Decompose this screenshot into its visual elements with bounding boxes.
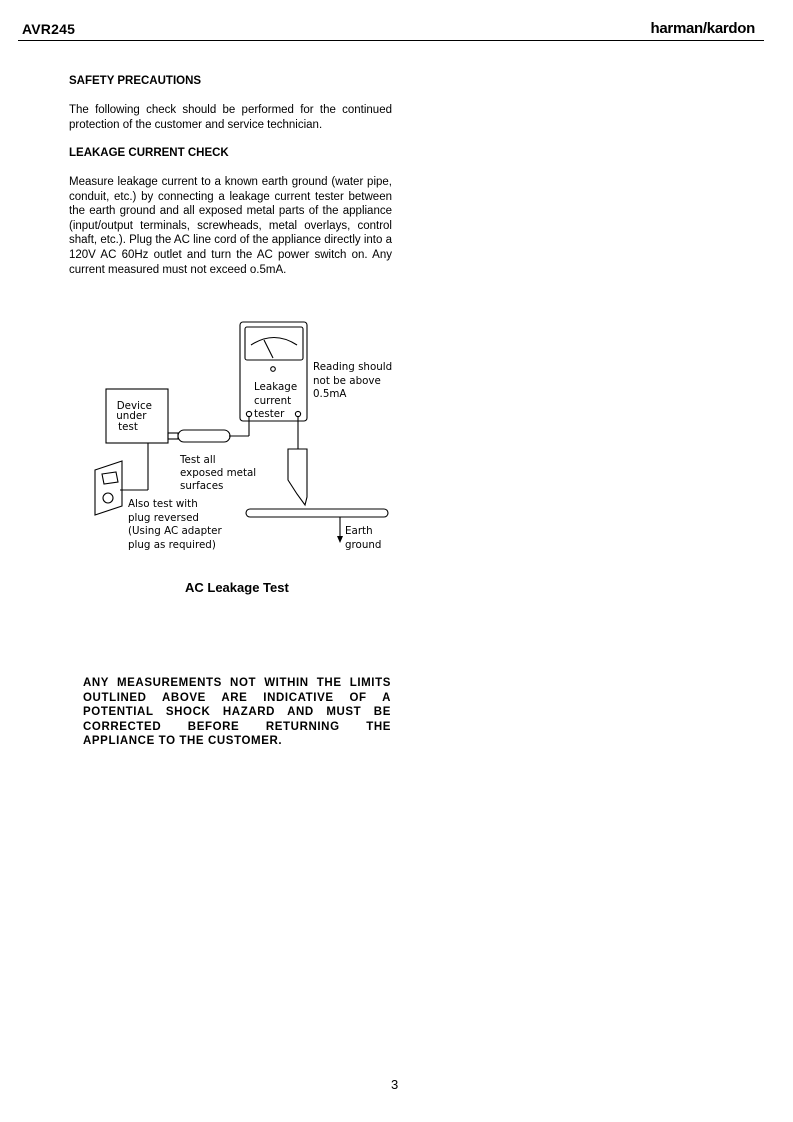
tester-label: Leakage current tester xyxy=(254,381,298,420)
brand-logo: harman/kardon xyxy=(650,20,755,37)
plug-reversed-label: Also test with plug reversed (Using AC adapter plug as required) xyxy=(128,498,222,551)
outlet-icon xyxy=(95,461,122,515)
earth-ground-label: Earth ground xyxy=(345,525,382,551)
reading-label: Reading should not be above 0.5mA xyxy=(313,361,393,400)
header-rule xyxy=(18,40,764,41)
safety-heading: SAFETY PRECAUTIONS xyxy=(69,75,202,87)
test-surfaces-label: Test all exposed metal surfaces xyxy=(180,454,257,492)
warning-text: ANY MEASUREMENTS NOT WITHIN THE LIMITS OUTLINED ABOVE ARE INDICATIVE OF A POTENTIAL SHOCK HAZARD AND MUST BE CORRECTED BEFORE RETURNING THE APPLIANCE TO THE CUSTOMER. xyxy=(83,677,391,747)
page-number: 3 xyxy=(391,1077,399,1092)
safety-paragraph: The following check should be performed for the continued protection of the customer and service technician. xyxy=(69,104,392,131)
tester-terminal-right xyxy=(295,411,300,416)
test-probe-icon xyxy=(178,430,230,442)
leakage-paragraph: Measure leakage current to a known earth ground (water pipe, conduit, etc.) by connecting a leakage current tester between the earth ground and all exposed metal parts of the appliance (input/output terminals, screwheads, metal overlays, control shaft, etc.). Plug the AC line cord of the appliance directly into a 120V AC 60Hz outlet and turn the AC power switch on. Any current measured must not exceed o.5mA. xyxy=(69,176,392,276)
leakage-heading: LEAKAGE CURRENT CHECK xyxy=(69,147,229,159)
device-label: Device under test xyxy=(116,400,152,433)
model-name: AVR245 xyxy=(22,21,76,37)
leakage-test-diagram xyxy=(0,310,420,570)
ground-clip-icon xyxy=(288,449,307,505)
diagram-caption: AC Leakage Test xyxy=(185,580,289,595)
ground-rod xyxy=(246,509,388,517)
tester-terminal-left xyxy=(246,411,251,416)
